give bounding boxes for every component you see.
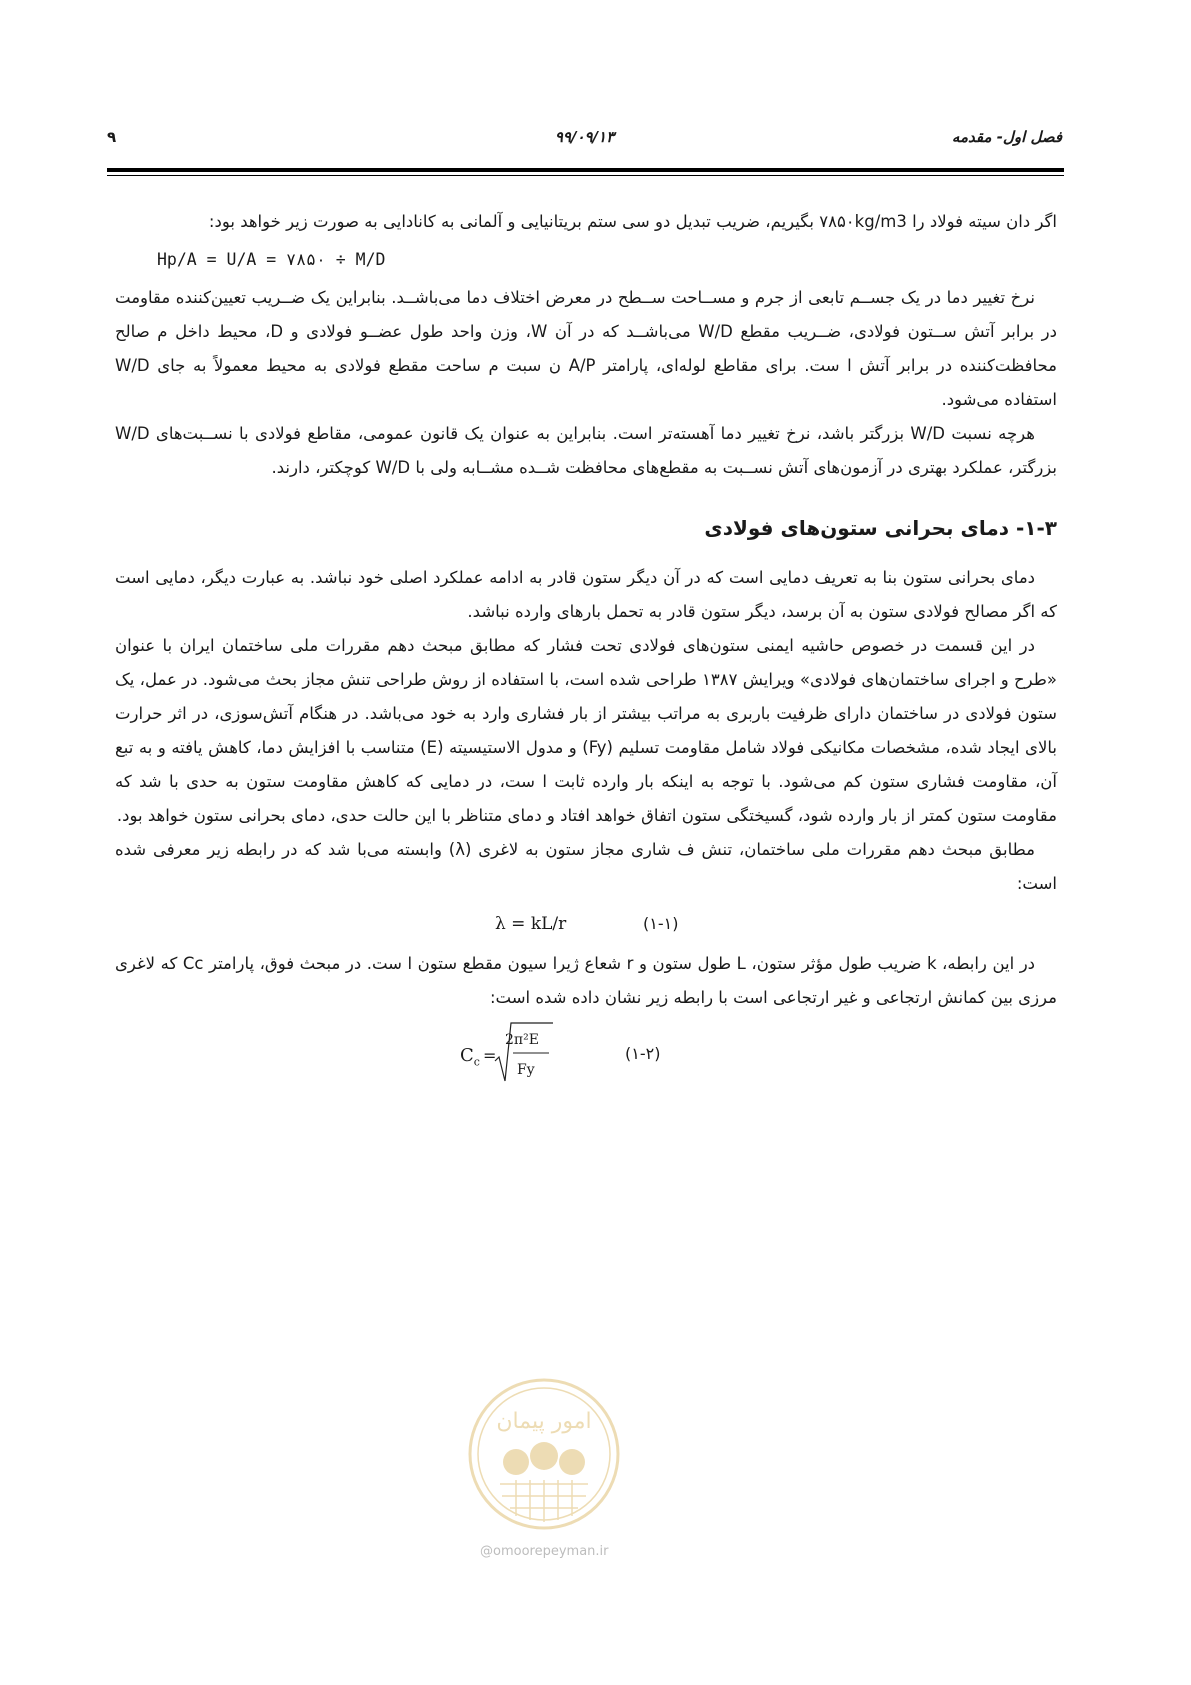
header-date: ۹۹/۰۹/۱۳ xyxy=(554,128,615,146)
paragraph-wd-ratio: هرچه نسبت W/D بزرگتر باشد، نرخ تغییر دما آهسته‌تر است. بنابراین به عنوان یک قانون عمومی، مقاطع فولادی با نســبت‌های W/D بزرگتر، عملکرد بهتری در آزمون‌های آتش نســبت به مقطع‌های محافظت شــده مشــابه ولی با W/D کوچکتر، دارند. xyxy=(115,424,1057,477)
document-body xyxy=(115,205,1057,1099)
paragraph-safety-margin: در این قسمت در خصوص حاشیه ایمنی ستون‌های فولادی تحت فشار که مطابق مبحث دهم مقررات ملی ساختمان ایران با عنوان «طرح و اجرای ساختمان‌های فولادی» ویرایش ۱۳۸۷ طراحی شده است، با استفاده از روش طراحی تنش مجاز بحث می‌شود. در عمل، یک ستون فولادی در ساختمان دارای ظرفیت باربری به مراتب بیشتر از بار فشاری وارد به خود می‌باشد. در هنگام آتش‌سوزی، در اثر حرارت بالای ایجاد شده، مشخصات مکانیکی فولاد شامل مقاومت تسلیم (Fy) و مدول الاستیسیته (E) متناسب با افزایش دما، کاهش یافته و به تبع آن، مقاومت فشاری ستون کم می‌شود. با توجه به اینکه بار وارده ثابت ا ست، در دمایی که کاهش مقاومت ستون به حدی با شد که مقاومت ستون کمتر از بار وارده شود، گسیختگی ستون اتفاق خواهد افتاد و دمای متناظر با این حالت حدی، دمای بحرانی ستون خواهد بود. xyxy=(115,636,1058,825)
paragraph-variables: در این رابطه، k ضریب طول مؤثر ستون، L طول ستون و r شعاع ژیرا سیون مقطع ستون ا ست. در مبحث فوق، پارامتر Cc که لاغری مرزی بین کمانش ارتجاعی و غیر ارتجاعی است با رابطه زیر نشان داده شده است: xyxy=(115,954,1057,1007)
cc-symbol: $C_c$ xyxy=(460,1045,480,1069)
page-number: ۹ xyxy=(107,128,117,146)
paragraph-section-factor: نرخ تغییر دما در یک جســم تابعی از جرم و مســاحت ســطح در معرض اختلاف دما می‌باشــد. بنابراین یک ضــریب تعیین‌کننده مقاومت در برابر آتش ســتون فولادی، ضــریب مقطع W/D می‌باشــد که در آن W، وزن واحد طول عضــو فولادی و D، محیط داخل م صالح محافظت‌کننده در برابر آتش ا ست. برای مقاطع لوله‌ای، پارامتر A/P ن سبت م ساحت مقطع فولادی به محیط معمولاً به جای W/D استفاده می‌شود. xyxy=(115,288,1058,409)
equation-cc xyxy=(115,1017,1057,1097)
section-heading: ۱-۳- دمای بحرانی ستون‌های فولادی xyxy=(704,516,1057,540)
page-header xyxy=(107,128,1062,152)
equation-hp-a: Hp/A = U/A = ۷۸۵۰ ÷ M/D xyxy=(157,250,386,269)
equation-number: (۱-۲) xyxy=(625,1044,661,1063)
equation-number: (۱-۱) xyxy=(643,914,679,933)
equation-slenderness xyxy=(115,905,1057,943)
fraction-denominator: Fy xyxy=(517,1062,535,1078)
watermark-url: @omoorepeyman.ir xyxy=(480,1544,609,1559)
equals-sign: = xyxy=(483,1046,497,1065)
paragraph-density: اگر دان سیته فولاد را ۷۸۵۰kg/m3 بگیریم، ضریب تبدیل دو سی ستم بریتانیایی و آلمانی به کانادایی به صورت زیر خواهد بود: xyxy=(208,212,1057,231)
paragraph-slenderness: مطابق مبحث دهم مقررات ملی ساختمان، تنش ف شاری مجاز ستون به لاغری (λ) وابسته می‌با شد که در رابطه زیر معرفی شده است: xyxy=(115,840,1057,893)
watermark-logo-icon xyxy=(466,1376,622,1532)
paragraph-critical-temp-def: دمای بحرانی ستون بنا به تعریف دمایی است که در آن دیگر ستون قادر به ادامه عملکرد اصلی خود نباشد. به عبارت دیگر، دمایی است که اگر مصالح فولادی ستون به آن برسد، دیگر ستون قادر به تحمل بارهای وارده نباشد. xyxy=(115,568,1057,621)
header-rule-thin xyxy=(107,175,1064,176)
equation-formula: λ = kL/r xyxy=(495,914,567,934)
svg-text:امور پیمان: امور پیمان xyxy=(496,1409,592,1434)
chapter-title: فصل اول- مقدمه xyxy=(951,128,1062,146)
header-rule-thick xyxy=(107,168,1064,172)
fraction-numerator: 2π²E xyxy=(505,1032,539,1048)
